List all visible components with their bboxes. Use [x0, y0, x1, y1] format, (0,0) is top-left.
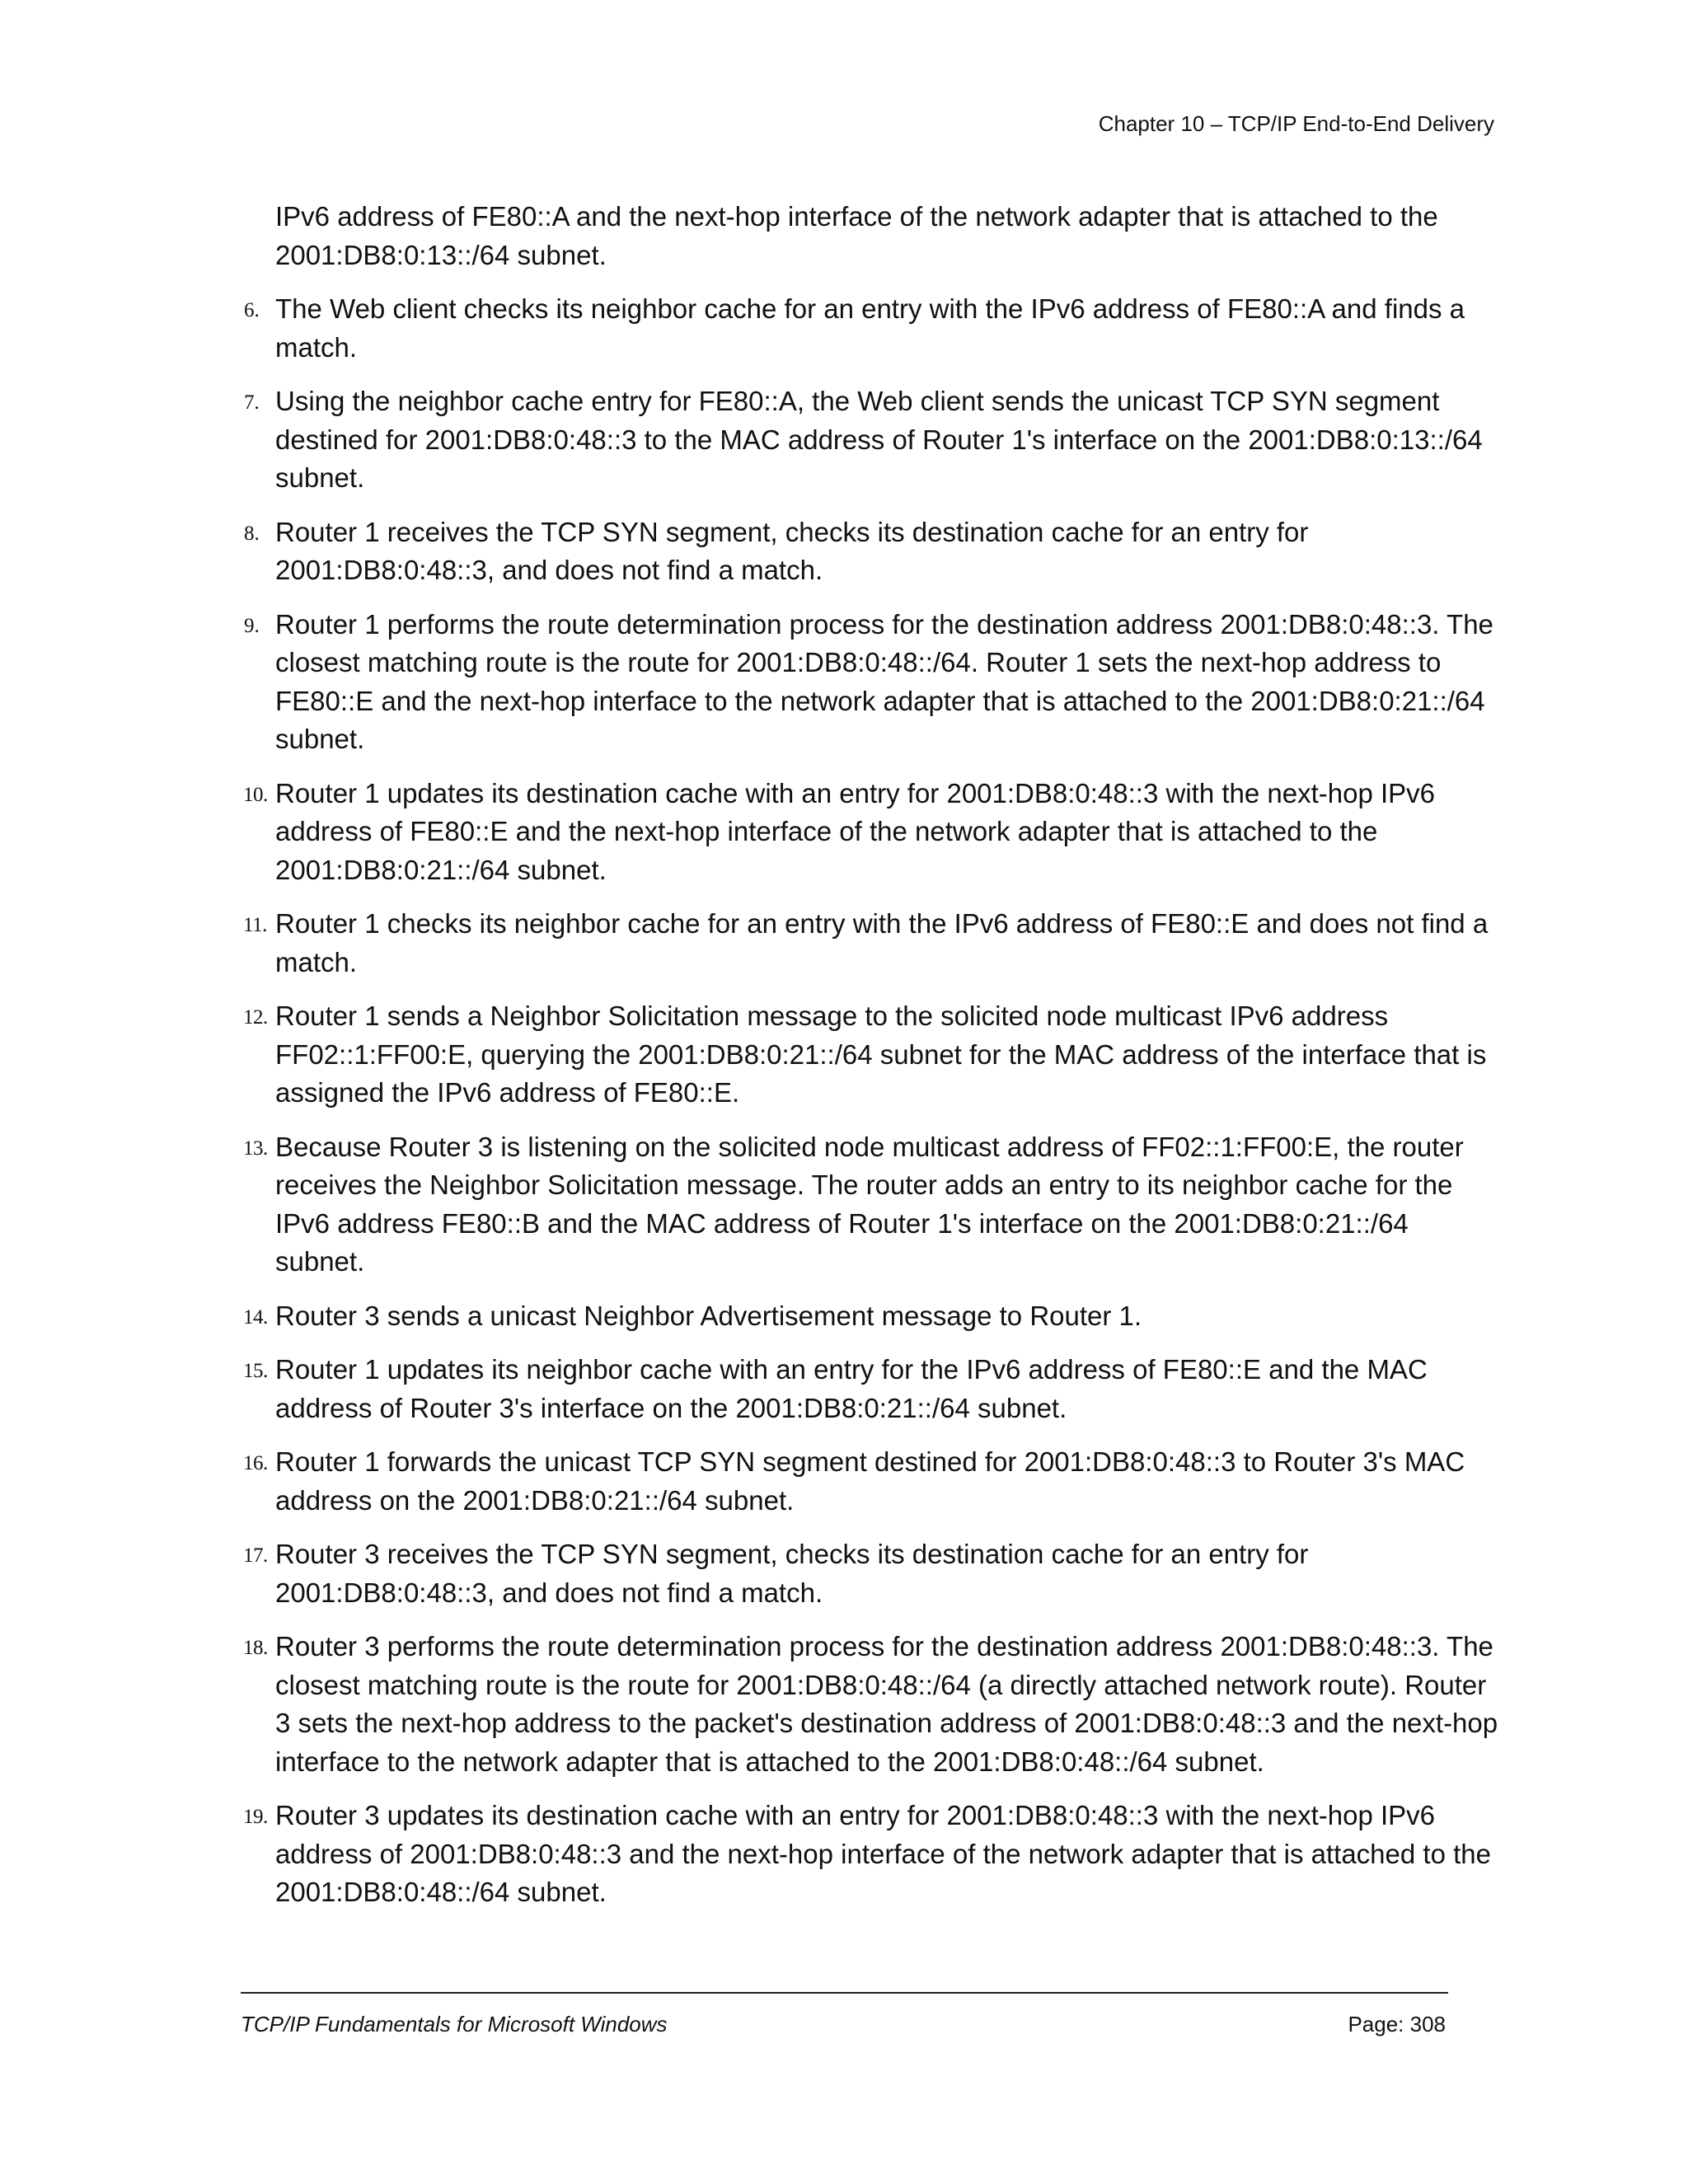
step-text: The Web client checks its neighbor cache for an entry with the IPv6 address of FE80::A and finds a match.: [275, 293, 1465, 363]
list-item: [241, 1443, 1502, 1520]
step-text: Router 1 sends a Neighbor Solicitation message to the solicited node multicast IPv6 address FF02::1:FF00:E, querying the 2001:DB8:0:21::/64 subnet for the MAC address of the interface that is assigned the IPv6 address of FE80::E.: [275, 1001, 1487, 1108]
step-number: 6.: [244, 299, 260, 321]
footer-book-title: TCP/IP Fundamentals for Microsoft Windows: [241, 2012, 668, 2036]
step-text: Router 1 receives the TCP SYN segment, checks its destination cache for an entry for 2001:DB8:0:48::3, and does not find a match.: [275, 516, 1309, 585]
step-number: 11.: [243, 914, 267, 936]
list-item: [241, 290, 1502, 367]
step-number: 18.: [243, 1637, 268, 1659]
step-number: 9.: [244, 614, 260, 637]
step-number: 12.: [243, 1006, 268, 1029]
step-text: Router 3 sends a unicast Neighbor Advertisement message to Router 1.: [275, 1300, 1142, 1331]
footer-divider: [241, 1992, 1448, 1994]
list-item: [241, 997, 1502, 1113]
running-header: Chapter 10 – TCP/IP End-to-End Delivery: [1098, 111, 1494, 136]
list-item: [241, 1351, 1502, 1427]
list-item: [241, 1535, 1502, 1612]
list-item: [241, 1297, 1502, 1336]
list-item: [241, 775, 1502, 890]
list-item: [241, 606, 1502, 759]
list-item: [241, 382, 1502, 498]
step-number: 10.: [243, 783, 268, 806]
step-text: Router 1 performs the route determination process for the destination address 2001:DB8:0:48::3. The closest matching route is the route for 2001:DB8:0:48::/64. Router 1 sets the next-hop address to FE80::E and the next-hop interface to the network adapter that is attached to the 2001:DB8:0:21::/64 subnet.: [275, 608, 1493, 754]
step-number: 7.: [244, 391, 260, 414]
step-text: Router 3 updates its destination cache with an entry for 2001:DB8:0:48::3 with the next-hop IPv6 address of 2001:DB8:0:48::3 and the next-hop interface of the network adapter that is attached to the 2001:DB8:0:48::/64 subnet.: [275, 1800, 1491, 1907]
step-text: Router 1 updates its destination cache with an entry for 2001:DB8:0:48::3 with the next-hop IPv6 address of FE80::E and the next-hop interface of the network adapter that is attached to the 2001:DB8:0:21::/64 subnet.: [275, 777, 1436, 885]
page-body: [241, 198, 1502, 1928]
step-text: Using the neighbor cache entry for FE80::A, the Web client sends the unicast TCP SYN segment destined for 2001:DB8:0:48::3 to the MAC address of Router 1's interface on the 2001:DB8:0:13::/64 subnet.: [275, 386, 1483, 493]
step-text: Router 3 performs the route determination process for the destination address 2001:DB8:0:48::3. The closest matching route is the route for 2001:DB8:0:48::/64 (a directly attached network route). Router 3 sets the next-hop address to the packet's destination address of 2001:DB8:0:48::3 and the next-hop interface to the network adapter that is attached to the 2001:DB8:0:48::/64 subnet.: [275, 1631, 1498, 1777]
step-text: Router 1 forwards the unicast TCP SYN segment destined for 2001:DB8:0:48::3 to Router 3's MAC address on the 2001:DB8:0:21::/64 subnet.: [275, 1446, 1465, 1516]
list-item: [241, 905, 1502, 982]
step-text: Because Router 3 is listening on the solicited node multicast address of FF02::1:FF00:E, the router receives the Neighbor Solicitation message. The router adds an entry to its neighbor cache for the IPv6 address FE80::B and the MAC address of Router 1's interface on the 2001:DB8:0:21::/64 subnet.: [275, 1131, 1464, 1277]
step-text: Router 1 checks its neighbor cache for an entry with the IPv6 address of FE80::E and does not find a match.: [275, 908, 1489, 977]
step-list: [241, 290, 1502, 1912]
step-number: 19.: [243, 1806, 268, 1828]
step-number: 16.: [243, 1452, 268, 1474]
list-item: [241, 513, 1502, 590]
list-item: [241, 1628, 1502, 1781]
list-item: [241, 1128, 1502, 1282]
step-number: 14.: [243, 1305, 268, 1329]
step-number: 13.: [243, 1137, 268, 1160]
step-text: Router 3 receives the TCP SYN segment, checks its destination cache for an entry for 2001:DB8:0:48::3, and does not find a match.: [275, 1539, 1309, 1608]
step-number: 17.: [243, 1544, 268, 1567]
step-number: 8.: [244, 522, 260, 545]
list-item: [241, 1797, 1502, 1912]
step-text: Router 1 updates its neighbor cache with an entry for the IPv6 address of FE80::E and the MAC address of Router 3's interface on the 2001:DB8:0:21::/64 subnet.: [275, 1354, 1428, 1423]
footer-page-number: Page: 308: [1348, 2012, 1446, 2036]
step-number: 15.: [243, 1360, 268, 1382]
continued-paragraph: IPv6 address of FE80::A and the next-hop interface of the network adapter that is attached to the 2001:DB8:0:13::/64 subnet.: [275, 201, 1438, 270]
